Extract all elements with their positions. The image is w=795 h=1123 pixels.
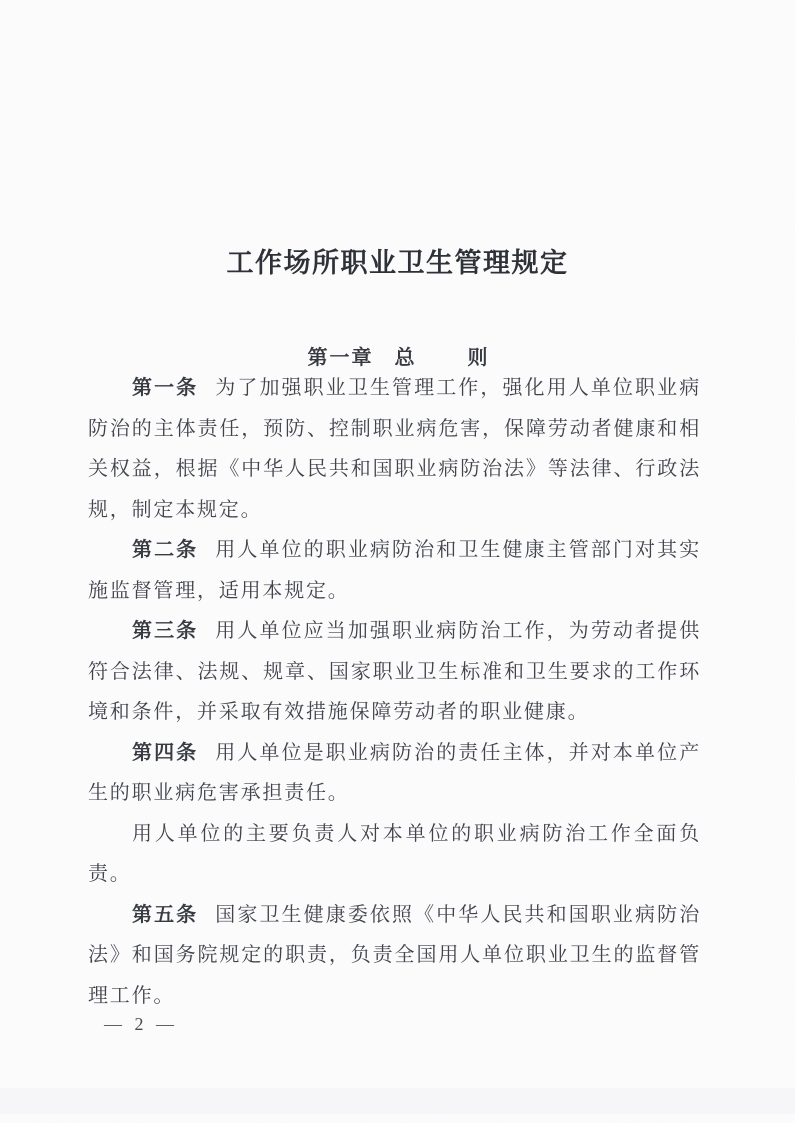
chapter-title-char-1: 总	[394, 346, 415, 369]
article-paragraph	[88, 733, 701, 814]
chapter-number: 第一章	[307, 346, 374, 369]
scan-artifact-band	[0, 1088, 795, 1114]
article-number: 第三条	[132, 620, 199, 642]
page-number: — 2 —	[104, 1014, 178, 1034]
article-number: 第一条	[132, 377, 199, 399]
article-paragraph	[88, 814, 701, 895]
document-body	[88, 368, 701, 1016]
article-paragraph	[88, 530, 701, 611]
article-number: 第二条	[132, 539, 199, 561]
article-paragraph	[88, 895, 701, 1017]
article-text: 用人单位是职业病防治的责任主体，并对本单位产生的职业病危害承担责任。	[88, 741, 701, 804]
article-number: 第四条	[132, 741, 199, 764]
article-text: 为了加强职业卫生管理工作，强化用人单位职业病防治的主体责任，预防、控制职业病危害，保障劳动者健康和相关权益，根据《中华人民共和国职业病防治法》等法律、行政法规，制定本规定。	[88, 377, 701, 521]
chapter-title-char-2: 则	[467, 346, 488, 369]
article-number: 第五条	[132, 903, 199, 926]
article-text: 用人单位的职业病防治和卫生健康主管部门对其实施监督管理，适用本规定。	[88, 539, 701, 602]
article-text: 用人单位的主要负责人对本单位的职业病防治工作全面负责。	[88, 822, 701, 885]
article-paragraph	[88, 611, 701, 733]
article-paragraph	[88, 368, 701, 530]
article-text: 国家卫生健康委依照《中华人民共和国职业病防治法》和国务院规定的职责，负责全国用人单位职业卫生的监督管理工作。	[88, 903, 701, 1007]
chapter-heading	[0, 341, 795, 370]
article-text: 用人单位应当加强职业病防治工作，为劳动者提供符合法律、法规、规章、国家职业卫生标准和卫生要求的工作环境和条件，并采取有效措施保障劳动者的职业健康。	[88, 620, 701, 723]
document-title: 工作场所职业卫生管理规定	[226, 248, 569, 279]
